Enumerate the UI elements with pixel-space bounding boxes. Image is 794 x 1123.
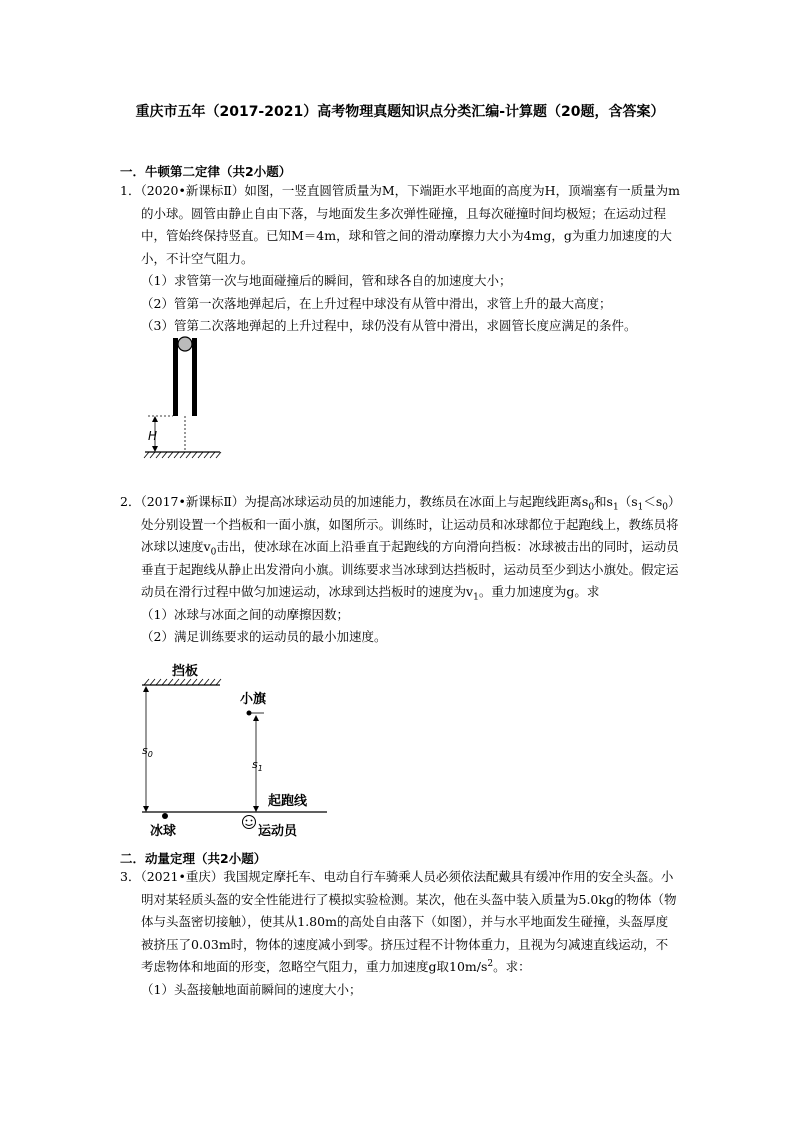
s0-label: $s_0$ [142, 744, 153, 759]
question-2-part-1: （1）冰球与冰面之间的动摩擦因数； [141, 606, 349, 622]
document-title: 重庆市五年（2017-2021）高考物理真题知识点分类汇编-计算题（20题，含答案） [135, 104, 665, 120]
question-1 [120, 180, 680, 338]
s1-arrow-up [253, 715, 259, 721]
s1-arrow-down [253, 806, 259, 812]
question-2 [120, 491, 680, 649]
question-1-part-3: （3）管第二次落地弹起的上升过程中，球仍没有从管中滑出，求圆管长度应满足的条件。 [141, 318, 637, 333]
question-1-stem: 1．（2020•新课标Ⅱ）如图，一竖直圆管质量为M，下端距水平地面的高度为H，顶端塞有一质量为m的小球。圆管由静止自由下落，与地面发生多次弹性碰撞，且每次碰撞时间均极短；在运动过程中，管始终保持竖直。已知M＝4m，球和管之间的滑动摩擦力大小为4mg，g为重力加速度的大小，不计空气阻力。 [120, 183, 680, 266]
s0-arrow-down [143, 806, 149, 812]
question-1-part-1: （1）求管第一次与地面碰撞后的瞬间，管和球各自的加速度大小； [141, 273, 512, 288]
question-3 [120, 866, 680, 1001]
barrier-label: 挡板 [172, 664, 199, 679]
question-2-part-2: （2）满足训练要求的运动员的最小加速度。 [141, 629, 387, 644]
question-3-part-1: （1）头盔接触地面前瞬间的速度大小； [141, 981, 362, 997]
section-heading-momentum: 二．动量定理（共2小题） [120, 851, 267, 866]
start-line-label: 起跑线 [268, 794, 308, 809]
tube-right-wall [192, 338, 197, 416]
ground-hatching [144, 452, 221, 458]
question-3-stem: 3．（2021•重庆）我国规定摩托车、电动自行车骑乘人员必须依法配戴具有缓冲作用的安全头盔。小明对某轻质头盔的安全性能进行了模拟实验检测。某次，他在头盔中装入质量为5.0kg的物体（物体与头盔密切接触），使其从1.80m的高处自由落下（如图），并与水平地面发生碰撞，头盔厚度被挤压了0.03m时，物体的速度减小到零。挤压过程不计物体重力，且视为匀减速直线运动，不考虑物体和地面的形变，忽略空气阻力，重力加速度g取$10m/s^2$。求： [120, 869, 677, 974]
puck-dot [162, 813, 168, 819]
puck-label: 冰球 [150, 824, 177, 839]
question-2-stem: 2．（2017•新课标Ⅱ）为提高冰球运动员的加速能力，教练员在冰面上与起跑线距离$s_0$和$s_1(s_1<s_0)$处分别设置一个挡板和一面小旗，如图所示。训练时，让运动员和冰球都位于起跑线上，教练员将冰球以速度$v_0$击出，使冰球在冰面上沿垂直于起跑线的方向滑向挡板：冰球被击出的同时，运动员垂直于起跑线从静止出发滑向小旗。训练要求当冰球到达挡板时，运动员至少到达小旗处。假定运动员在滑行过程中做匀加速运动，冰球到达挡板时的速度为$v_1$。重力加速度为g。求 [120, 494, 679, 603]
height-arrow-up [152, 416, 158, 422]
barrier-hatching [144, 679, 221, 685]
height-label: H [148, 429, 158, 443]
s0-arrow-up [143, 686, 149, 692]
ball [178, 337, 192, 351]
athlete-icon [243, 816, 256, 829]
flag-label: 小旗 [240, 692, 267, 707]
s1-label: $s_1$ [252, 758, 263, 773]
question-1-part-2: （2）管第一次落地弹起后，在上升过程中球没有从管中滑出，求管上升的最大高度； [141, 295, 612, 311]
athlete-label: 运动员 [258, 824, 298, 839]
figure-falling-tube [140, 330, 260, 480]
height-arrow-down [152, 446, 158, 452]
section-heading-newton: 一．牛顿第二定律（共2小题） [120, 164, 292, 179]
tube-left-wall [173, 338, 178, 416]
figure-ice-hockey [132, 660, 332, 845]
